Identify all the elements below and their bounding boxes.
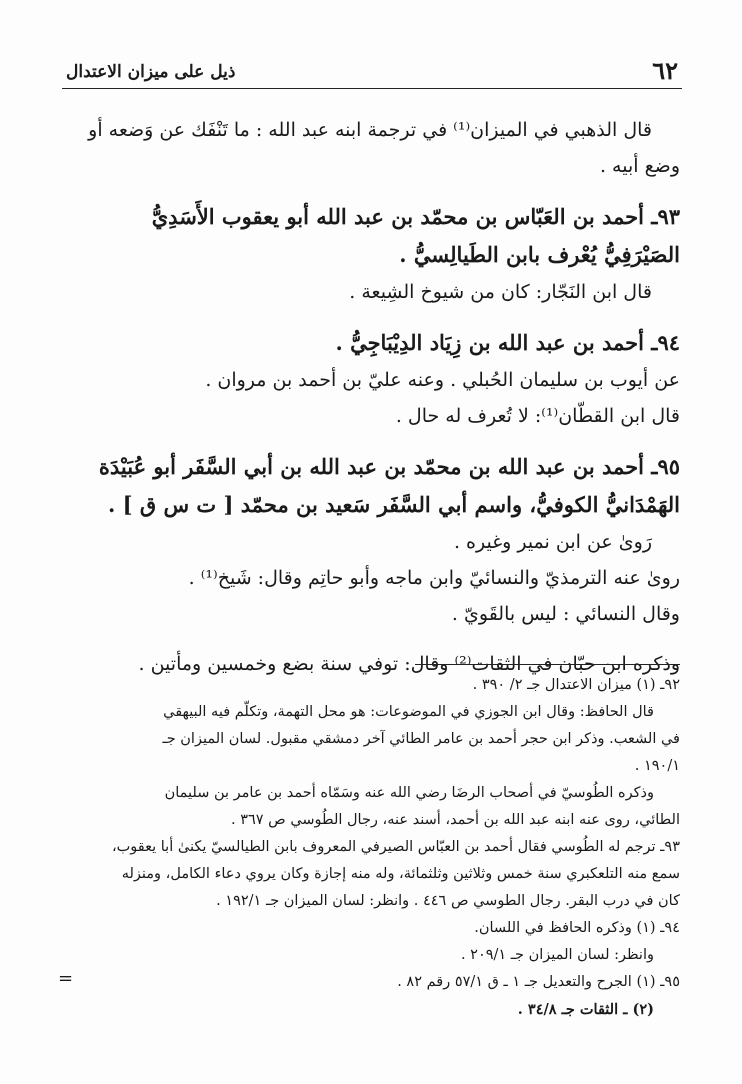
paragraph-gap: [62, 184, 680, 198]
footnote-separator: [415, 664, 680, 665]
footnote-line: الطائي، روى عنه ابنه عبد الله بن أحمد، أسند عنه، رجال الطُوسي ص ٣٦٧ .: [230, 812, 680, 828]
body-paragraph: عن أيوب بن سليمان الحُبلي . وعنه عليّ بن أحمد بن مروان .: [205, 369, 680, 391]
footnote-line: وانظر: لسان الميزان جـ ٢٠٩/١ .: [460, 947, 654, 963]
continuation-mark: =: [58, 968, 74, 989]
body-paragraph: قال ابن النَجّار: كان من شيوخ الشِيعة .: [349, 281, 652, 303]
entry-heading: ٩٤ـ أحمد بن عبد الله بن زِيَاد الدِيْبَاجِيُّ .: [335, 330, 680, 355]
body-paragraph: رویٰ عنه الترمذيّ والنسائيّ وابن ماجه وأبو حاتِم وقال: شَيخ⁽¹⁾ .: [188, 567, 680, 589]
page-header: [62, 52, 682, 89]
paragraph-gap: [62, 434, 680, 448]
body-paragraph: وقال النسائي : ليس بالقَويّ .: [451, 603, 680, 625]
footnotes: [62, 672, 680, 1023]
footnote-line: ٩٤ـ (١) وذكره الحافظ في اللسان.: [474, 920, 680, 936]
running-title: ذيل على ميزان الاعتدال: [66, 62, 236, 82]
paragraph-gap: [62, 632, 680, 646]
body-paragraph: رَوىٰ عن ابن نمير وغيره .: [453, 531, 652, 553]
entry-heading: الهَمْدَانيُّ الكوفيُّ، واسم أبي السَّفَر سَعيد بن محمّد [ ت س ق ] .: [108, 492, 680, 517]
main-text: [62, 112, 680, 682]
paragraph-gap: [62, 310, 680, 324]
footnote-line: كان في درب البقر. رجال الطوسي ص ٤٤٦ . وانظر: لسان الميزان جـ ١٩٢/١ .: [216, 893, 680, 909]
footnote-line: ١٩٠/١ .: [634, 758, 680, 774]
footnote-line: (٢) ـ الثقات جـ ٣٤/٨ .: [517, 1001, 654, 1018]
entry-heading: ٩٥ـ أحمد بن عبد الله بن محمّد بن عبد الله بن أبي السَّفَر أبو عُبَيْدَة: [98, 454, 680, 479]
footnote-line: ٩٥ـ (١) الجرح والتعديل جـ ١ ـ ق ٥٧/١ رقم ٨٢ .: [397, 974, 680, 990]
entry-heading: ٩٣ـ أحمد بن العَبّاس بن محمّد بن عبد الله أبو يعقوب الأَسَدِيُّ: [151, 204, 680, 229]
footnote-line: ٩٢ـ (١) ميزان الاعتدال جـ ٢/ ٣٩٠ .: [472, 677, 680, 693]
body-paragraph: قال ابن القطّان⁽¹⁾: لا تُعرف له حال .: [395, 405, 680, 427]
footnote-line: سمع منه التلعكبري سنة خمس وثلاثين وثلثمائة، وله منه إجازة وكان يروي دعاء الكامل، ومنزله: [121, 866, 680, 882]
footnote-line: وذكره الطُوسيّ في أصحاب الرضَا رضي الله عنه وسَمّاه أحمد بن عامر بن سليمان: [164, 785, 654, 801]
entry-heading: الصَيْرَفِيُّ يُعْرف بابن الطَيالِسيُّ .: [399, 242, 680, 267]
body-paragraph: قال الذهبي في الميزان⁽¹⁾ في ترجمة ابنه عبد الله : ما تَنْفَك عن وَضعه أو: [88, 119, 652, 141]
footnote-line: ٩٣ـ ترجم له الطُوسي فقال أحمد بن العبّاس الصيرفي المعروف بابن الطيالسيّ يكنىٰ أبا يعقوب،: [111, 839, 680, 855]
body-paragraph: وضع أبيه .: [599, 155, 680, 177]
footnote-line: قال الحافظ: وقال ابن الجوزي في الموضوعات: هو محل التهمة، وتكلّم فيه البيهقي: [163, 704, 654, 720]
body-paragraph: وذكره ابن حبّان في الثقات⁽²⁾ وقال: توفي سنة بضع وخمسين ومأتين .: [138, 653, 680, 675]
page-number: ٦٢: [652, 56, 678, 85]
footnote-line: في الشعب. وذكر ابن حجر أحمد بن عامر الطائي آخر دمشقي مقبول. لسان الميزان جـ: [162, 731, 680, 747]
